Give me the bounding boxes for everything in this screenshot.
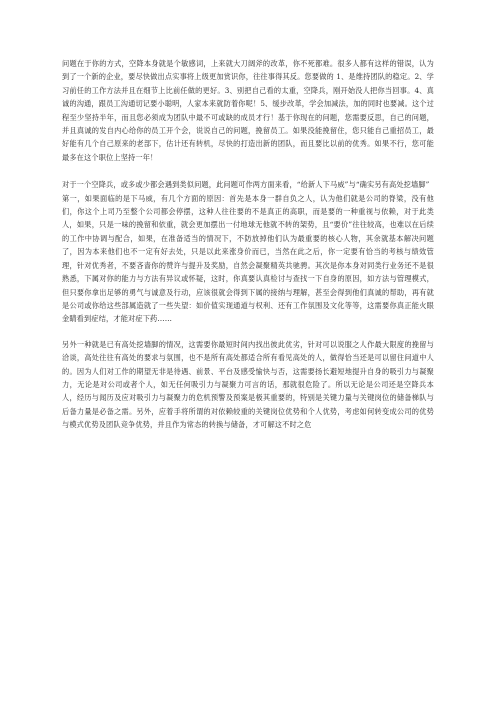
paragraph-poaching: 另外一种就是已有高处挖墙脚的情况，这需要你最短时间内找出彼此优劣，针对可以说服之人作最大限度的挽留与洽谈，高处往往有高处的要求与氛围，也不是所有高处都适合所有看见高处的人，做得恰当还是可以留住问道中人的。因为人们对工作的期望无非是待遇、前景、平台及感受愉快与否，这需要扬长避短地提升自身的吸引力与凝聚力，无论是对公司或者个人，如无任何吸引力与凝聚力可言的话，那就很危险了。所以无论是公司还是空降兵本人，经历与闻历及应对吸引力与凝聚力的危机预警及预案是极其重要的，特别是关键力量与关键岗位的储备梯队与后备力量是必备之需。另外，应着手将所谓的对依赖较重的关键岗位优势和个人优势，考虑如何转变成公司的优势与模式优势及团队竞争优势，并且作为常态的转换与储备，才可解这不时之危 bbox=[62, 339, 434, 430]
paragraph-advice: 问题在于你的方式，空降本身就是个敏感词，上来就大刀阔斧的改革，你不死都难。很多人都有这样的错误，认为到了一个新的企业，要尽快做出点实事将上级更加赏识你，往往事得其反。您要做的 1、是维持团队的稳定。2、学习前任的工作方法并且在细节上比前任做的更好。3、别把自己看的太重，空降兵，刚开始没人把你当回事。4、真诚的沟通，跟员工沟通切记要小聪明，人家本来就防着你呢！5、缓步改革，学会加减法，加的同时也要减。这个过程至少坚持半年，而且您必须成为团队中最不可或缺的成员才行！基于你现在的问题，您需要反思，自己的问题，并且真诚的发自内心给你的员工开个会，说说自己的问题，挽留员工。如果没能挽留住，您只能自己重招员工，最好能有几个自己原来的老部下，估计还有转机，尽快的打造出新的团队，而且要比以前的优秀。如果不行，您可能最多在这个职位上坚持一年！ bbox=[62, 59, 434, 162]
paragraph-gap bbox=[62, 164, 434, 178]
paragraph-gap bbox=[62, 326, 434, 338]
paragraph-analysis: 对于一个空降兵，或多或少都会遇到类似问题，此问题可作两方面来看，“给新人下马威”与“确实另有高处挖墙脚” 第一，如果面临的是下马威，有几个方面的原因：首先是本身一群自负之人，认为他们就是公司的脊梁，没有他们，你这个上司乃至整个公司都会停摆，这种人往往要的不是真正的高职，而是要的一种重视与依赖，对于此类人，如果，只是一味的挽留和依重，就会更加摆出一付地球无他就不转的架势，且“要价”往往较高，也难以在后续的工作中协调与配合，如果，在准备适当的情况下，不防放掉他们认为最重要的核心人物，其余就基本解决问题了，因为本来他们也不一定有好去处，只是以此来涨身价而已，当然在此之后，你一定要有恰当的考核与绩效管理，针对优秀者，不要吝啬你的赞许与提升及奖励，自然会凝聚精英共驰骋。其次是你本身对同类行业务还不是很熟悉，下属对你的能力与方法有异议或怀疑，这时，你真要认真检讨与查找一下自身的原因，如方法与管理模式，但只要你拿出足够的勇气与诚意及行动，应该很就会得到下属的接纳与理解，甚至会得到他们真诚的帮助，再有就是公司或你给这些部属造就了一些失望：如价值实现通道与权利、还有工作氛围及文化等等，这需要你真正能火眼金睛看到症结，才能对症下药…… bbox=[62, 180, 434, 324]
